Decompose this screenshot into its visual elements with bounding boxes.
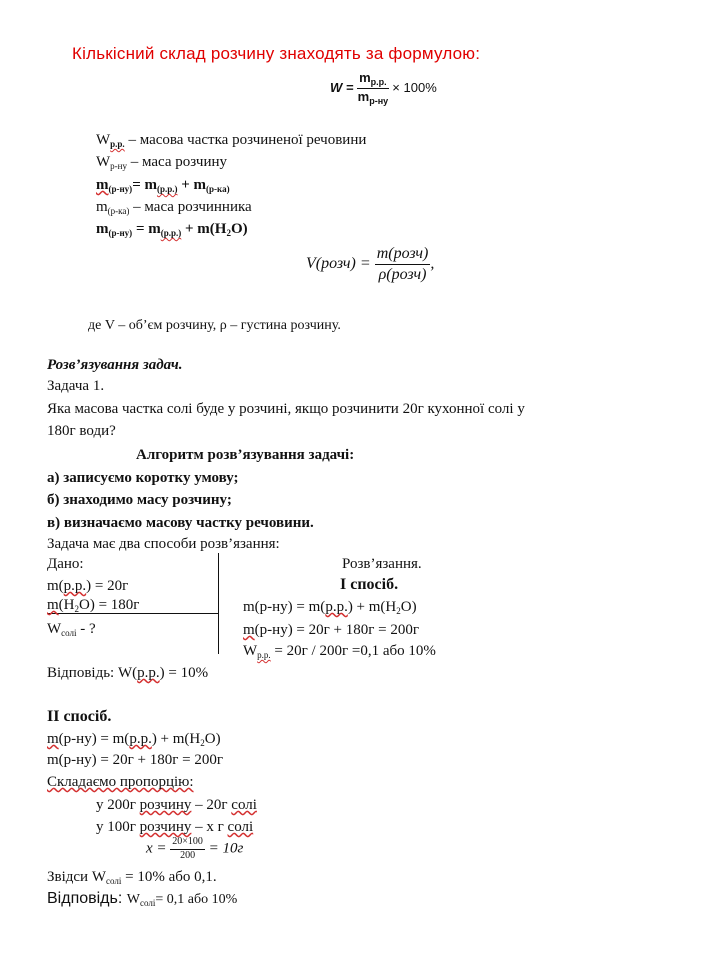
way-2-text: Звідси W — [47, 869, 106, 885]
given-text: m — [47, 597, 59, 613]
given-sub: 2 — [74, 604, 79, 614]
x-formula — [146, 836, 243, 862]
def-solution-mass — [96, 154, 227, 171]
task-label: Задача 1. — [47, 378, 105, 394]
formula-denominator: m — [357, 89, 370, 105]
given-text: - ? — [76, 621, 96, 637]
way-2-line-1 — [47, 731, 221, 748]
way-2-text: розчину — [139, 797, 192, 813]
def-term: + m(H — [181, 221, 227, 237]
x-lhs: x = — [146, 840, 167, 857]
def-symbol-sub: р-ну — [110, 161, 127, 171]
def-text: – маса розчину — [127, 154, 228, 170]
given-text: р.р. — [63, 578, 87, 594]
way-2-result — [47, 869, 217, 886]
answer-1 — [47, 665, 208, 682]
volume-denominator: ρ(розч) — [378, 266, 427, 283]
solution-text: = 20г / 200г =0,1 або 10% — [270, 643, 436, 659]
def-term-sub: (р.р.) — [160, 228, 182, 238]
way-2-text: у 100г — [96, 819, 140, 835]
volume-fraction — [375, 244, 431, 285]
way-2-text: солі — [231, 797, 257, 813]
solution-text: m — [243, 622, 255, 638]
x-denominator: 200 — [180, 849, 196, 861]
algorithm-heading: Алгоритм розв’язування задачі: — [136, 447, 355, 463]
final-answer-label: Відповідь: — [47, 890, 127, 907]
given-text: (H — [58, 597, 75, 613]
given-line-2 — [47, 597, 139, 614]
def-term-sub: (р-ну) — [108, 228, 133, 238]
def-term: + m — [177, 177, 207, 193]
x-rhs: = 10г — [208, 840, 244, 857]
def-term-sub: (р-ну) — [108, 184, 133, 194]
way-2-text: – х г — [191, 819, 228, 835]
solution-text: ) + m(H — [347, 599, 397, 615]
final-answer-text: W — [126, 892, 140, 907]
given-text: W — [47, 621, 62, 637]
way-2-proportion-label: Складаємо пропорцію: — [47, 774, 194, 790]
task-text-line-2: 180г води? — [47, 423, 116, 439]
volume-note: де V – об’єм розчину, ρ – густина розчину. — [88, 318, 341, 333]
solution-sub: р.р. — [257, 650, 271, 660]
def-symbol: W — [96, 154, 111, 170]
mass-fraction-formula — [330, 70, 437, 108]
way-2-text: = 10% або 0,1. — [121, 869, 217, 885]
algorithm-step-b: б) знаходимо масу розчину; — [47, 492, 232, 508]
way-2-text: розчину — [139, 819, 192, 835]
way-2-proportion-1 — [96, 797, 257, 814]
way-2-sub: солі — [106, 876, 122, 886]
way-1-heading: І спосіб. — [340, 576, 399, 593]
answer-text: Відповідь: W( — [47, 665, 138, 681]
solution-text: W — [243, 643, 258, 659]
x-fraction — [170, 836, 205, 862]
task-text-line-1: Яка масова частка солі буде у розчині, якщо розчинити 20г кухонної солі у — [47, 401, 525, 417]
solution-line-2 — [243, 622, 419, 639]
way-2-text: (р-ну) = m( — [58, 731, 130, 747]
formula-fraction — [357, 70, 389, 108]
way-2-heading: ІІ спосіб. — [47, 708, 112, 725]
way-2-text: р.р. — [129, 731, 152, 747]
solution-text: (р-ну) = 20г + 180г = 200г — [254, 622, 420, 638]
way-2-text: ) + m(H — [151, 731, 201, 747]
formula-rhs: × 100% — [392, 80, 437, 96]
section-heading: Розв’язування задач. — [47, 357, 183, 373]
def-symbol-sub: р.р. — [110, 139, 125, 149]
two-ways-line: Задача має два способи розв’язання: — [47, 536, 280, 552]
given-text: O) = 180г — [79, 597, 140, 613]
given-text: m( — [47, 578, 64, 594]
way-2-text: O) — [204, 731, 221, 747]
volume-formula — [306, 244, 434, 285]
given-label: Дано: — [47, 556, 84, 572]
way-2-sub: 2 — [200, 738, 205, 748]
algorithm-step-a: а) записуємо коротку умову; — [47, 470, 239, 486]
way-2-text: солі — [227, 819, 254, 835]
given-line-1 — [47, 578, 128, 595]
def-mass-fraction — [96, 132, 366, 149]
formula-numerator-sub: р.р. — [370, 77, 387, 87]
def-term: m — [96, 177, 109, 193]
def-term: = m — [132, 177, 157, 193]
algorithm-step-c: в) визначаємо масову частку речовини. — [47, 515, 314, 531]
solution-text: р.р. — [325, 599, 348, 615]
solution-text: m(р-ну) = m( — [243, 599, 326, 615]
answer-text: ) = 10% — [159, 665, 209, 681]
way-2-proportion-2 — [96, 819, 253, 836]
way-2-text: – 20г — [191, 797, 232, 813]
def-text: – масова частка розчиненої речовини — [124, 132, 367, 148]
given-sub: солі — [61, 628, 77, 638]
given-line-3 — [47, 621, 96, 638]
def-term-sub: (р-ка) — [206, 184, 230, 194]
def-symbol: m — [96, 199, 108, 215]
formula-numerator: m — [359, 70, 371, 85]
formula-lhs: W = — [330, 80, 354, 96]
volume-tail: , — [430, 255, 435, 273]
final-answer-sub: солі — [139, 898, 156, 908]
x-numerator: 20×100 — [170, 836, 205, 850]
def-solution-sum — [96, 177, 230, 194]
way-2-line-2: m(р-ну) = 20г + 180г = 200г — [47, 752, 224, 768]
way-2-text: m — [47, 731, 59, 747]
given-text: ) = 20г — [86, 578, 129, 594]
volume-numerator: m(розч) — [375, 244, 431, 265]
final-answer — [47, 890, 237, 908]
def-term: m — [96, 221, 109, 237]
def-term-sub: (р.р.) — [156, 184, 178, 194]
page-title: Кількісний склад розчину знаходять за формулою: — [72, 44, 481, 63]
def-solvent-mass — [96, 199, 252, 216]
solution-line-3 — [243, 643, 436, 660]
def-term-sub: 2 — [226, 228, 231, 238]
formula-denominator-sub: р-ну — [369, 96, 389, 107]
given-divider-vertical — [218, 553, 219, 654]
def-symbol: W — [96, 132, 111, 148]
solution-text: O) — [400, 599, 417, 615]
answer-text: р.р. — [137, 665, 160, 681]
def-solution-water — [96, 221, 248, 238]
solution-label: Розв’язання. — [342, 556, 422, 572]
def-term: O) — [230, 221, 248, 237]
def-term: = m — [132, 221, 161, 237]
def-text: – маса розчинника — [129, 199, 252, 215]
solution-line-1 — [243, 599, 417, 616]
def-symbol-sub: (р-ка) — [107, 206, 130, 216]
volume-lhs: V(розч) = — [306, 255, 371, 273]
solution-sub: 2 — [396, 606, 401, 616]
way-2-text: у 200г — [96, 797, 140, 813]
final-answer-text: = 0,1 або 10% — [155, 892, 238, 907]
